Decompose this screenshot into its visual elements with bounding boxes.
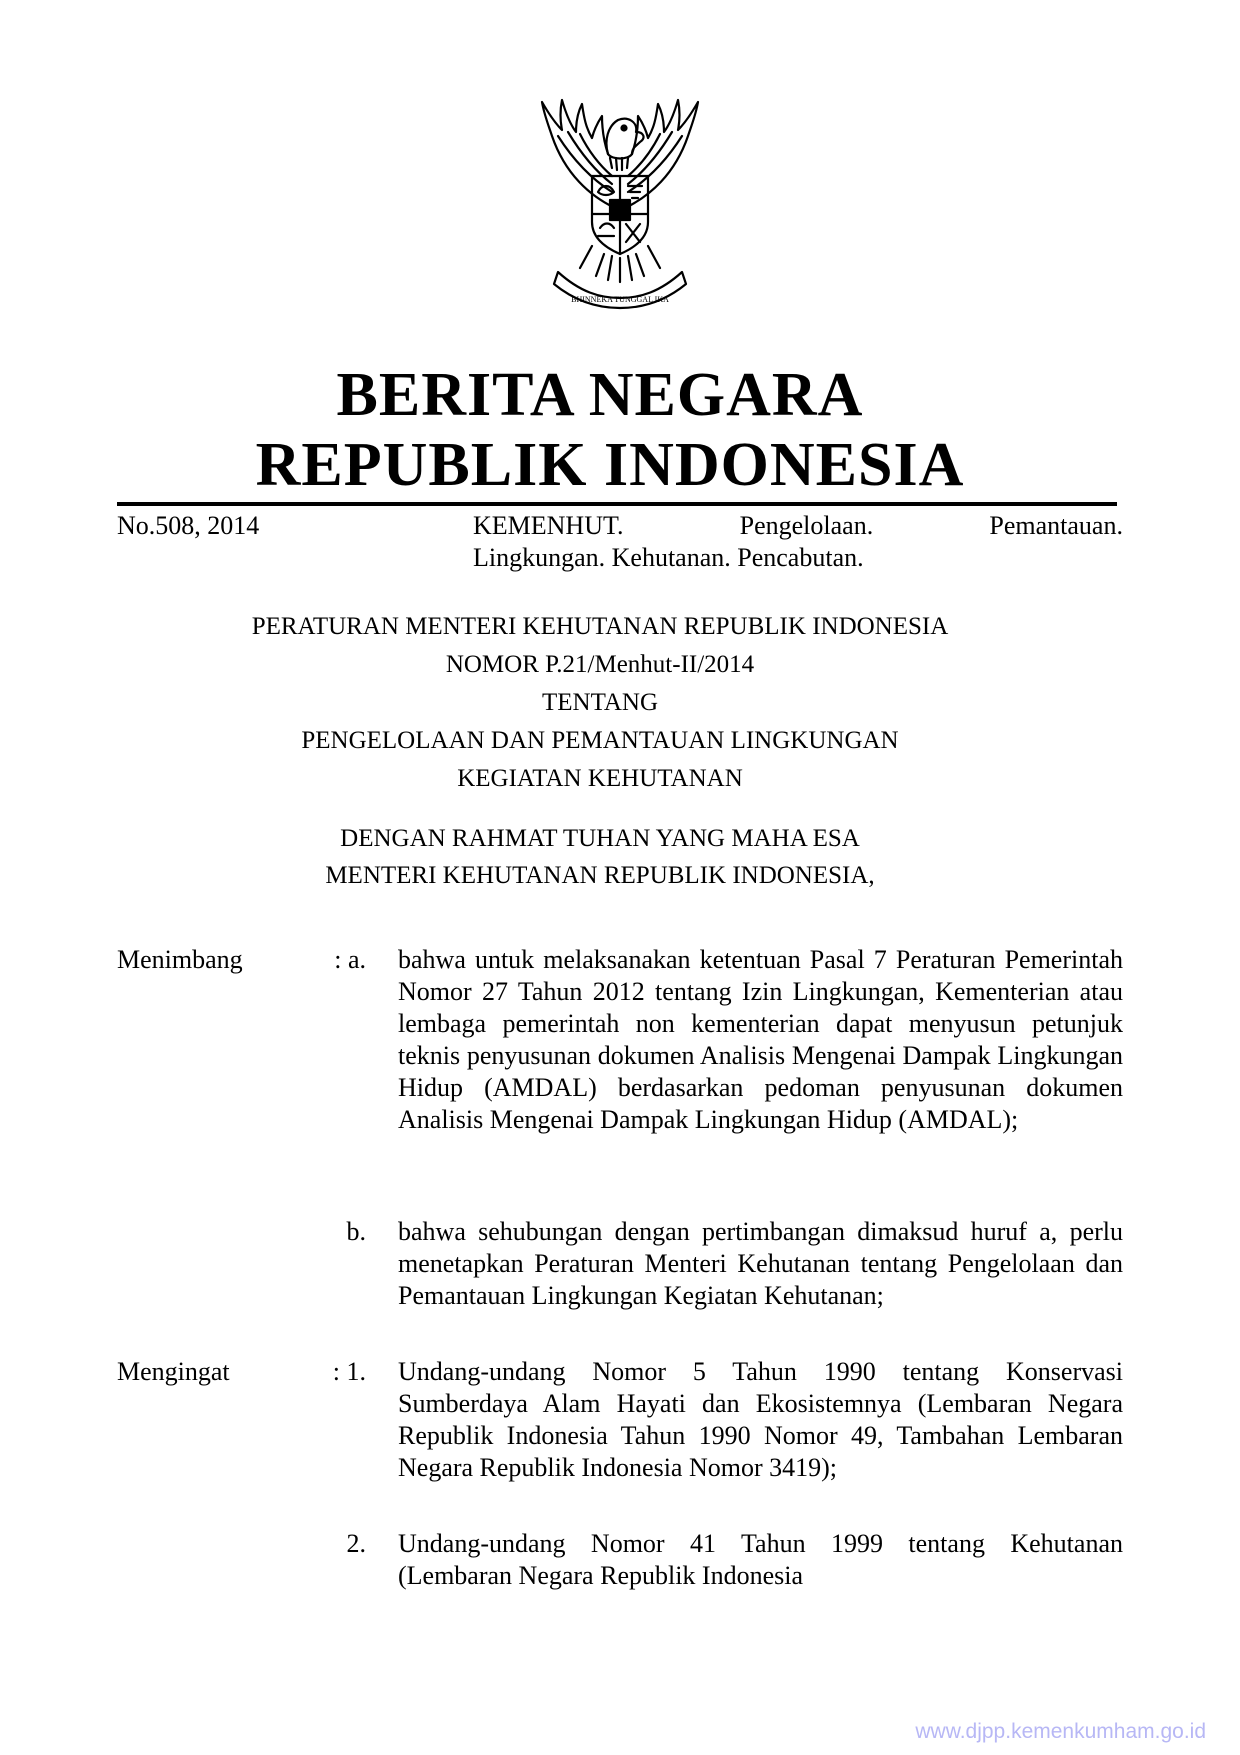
keyword: Pemantauan. [989, 511, 1123, 540]
opening-line: DENGAN RAHMAT TUHAN YANG MAHA ESA [340, 825, 860, 852]
keywords [473, 510, 1123, 574]
item-marker: b. [346, 1217, 366, 1246]
menimbang-item-a: bahwa untuk melaksanakan ketentuan Pasal 7 Peraturan Pemerintah Nomor 27 Tahun 2012 tentang Izin Lingkungan, Kementerian atau lembaga pemerintah non kementerian dapat menyusun petunjuk teknis penyusunan dokumen Analisis Mengenai Dampak Lingkungan Hidup (AMDAL) berdasarkan pedoman penyusunan dokumen Analisis Mengenai Dampak Lingkungan Hidup (AMDAL); [398, 945, 1123, 1134]
masthead-title-line2: REPUBLIK INDONESIA [255, 431, 965, 499]
keywords-line2: Lingkungan. Kehutanan. Pencabutan. [473, 543, 864, 572]
mengingat-label: Mengingat [117, 1357, 230, 1386]
keyword: KEMENHUT. [473, 511, 624, 540]
item-marker: : 1. [332, 1357, 366, 1386]
keyword: Pengelolaan. [739, 511, 874, 540]
item-marker: : a. [334, 945, 366, 974]
menimbang-item-b: bahwa sehubungan dengan pertimbangan dimaksud huruf a, perlu menetapkan Peraturan Menteri Kehutanan tentang Pengelolaan dan Pemantauan Lingkungan Kegiatan Kehutanan; [398, 1217, 1123, 1310]
masthead [0, 360, 1240, 500]
header-divider [117, 502, 1117, 506]
opening-line: MENTERI KEHUTANAN REPUBLIK INDONESIA, [325, 862, 875, 889]
regulation-title-line: PERATURAN MENTERI KEHUTANAN REPUBLIK INDONESIA [251, 613, 949, 640]
masthead-title-line1: BERITA NEGARA [336, 361, 864, 429]
regulation-number: NOMOR P.21/Menhut-II/2014 [445, 651, 755, 678]
regulation-title-line: TENTANG [541, 689, 659, 716]
svg-text:BHINNEKA TUNGGAL IKA: BHINNEKA TUNGGAL IKA [571, 295, 669, 304]
garuda-pancasila-emblem [520, 96, 720, 310]
mengingat-item-2: Undang-undang Nomor 41 Tahun 1999 tentang Kehutanan (Lembaran Negara Republik Indonesia [398, 1529, 1123, 1590]
regulation-subject: KEGIATAN KEHUTANAN [457, 765, 743, 792]
gazette-number: No.508, 2014 [117, 511, 260, 540]
menimbang-label: Menimbang [117, 945, 243, 974]
regulation-title [0, 608, 1240, 798]
item-marker: 2. [346, 1529, 366, 1558]
regulation-subject: PENGELOLAAN DAN PEMANTAUAN LINGKUNGAN [301, 727, 899, 754]
source-link[interactable]: www.djpp.kemenkumham.go.id [915, 1720, 1206, 1743]
keywords-line1 [473, 510, 1123, 542]
opening-formula [0, 820, 1240, 894]
mengingat-item-1: Undang-undang Nomor 5 Tahun 1990 tentang Konservasi Sumberdaya Alam Hayati dan Ekosistemnya (Lembaran Negara Republik Indonesia Tahun 1990 Nomor 49, Tambahan Lembaran Negara Republik Indonesia Nomor 3419); [398, 1357, 1123, 1482]
